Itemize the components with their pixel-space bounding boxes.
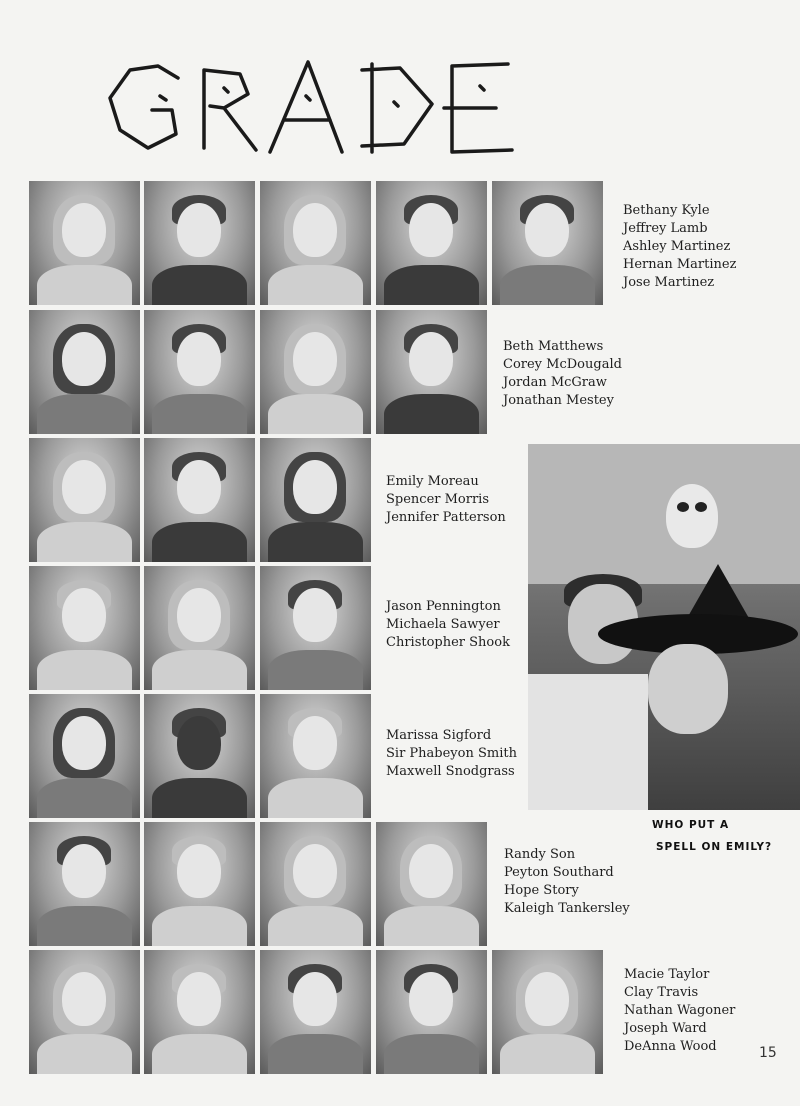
student-name: Nathan Wagoner	[624, 1003, 736, 1018]
student-photo	[144, 822, 255, 946]
student-name: Macie Taylor	[624, 967, 710, 982]
row-1-names	[623, 202, 736, 292]
student-photo	[29, 822, 140, 946]
student-photo	[260, 566, 371, 690]
student-name: Randy Son	[504, 847, 576, 862]
student-photo	[260, 822, 371, 946]
student-photo	[260, 694, 371, 818]
student-name: Jordan McGraw	[503, 375, 607, 390]
page-number: 15	[759, 1045, 777, 1061]
student-name: Beth Matthews	[503, 339, 604, 354]
student-photo	[376, 310, 487, 434]
row-4-names	[386, 598, 510, 652]
student-name: Hernan Martinez	[623, 257, 737, 272]
student-photo	[29, 310, 140, 434]
student-name: Kaleigh Tankersley	[504, 901, 630, 916]
student-name: Maxwell Snodgrass	[386, 764, 515, 779]
student-photo	[144, 181, 255, 305]
caption-line-2: SPELL ON EMILY?	[656, 841, 773, 853]
student-name: Jeffrey Lamb	[623, 221, 708, 236]
student-name: Spencer Morris	[386, 492, 490, 507]
student-photo	[260, 950, 371, 1074]
student-name: Joseph Ward	[624, 1021, 707, 1036]
student-photo	[29, 694, 140, 818]
student-name: Michaela Sawyer	[386, 617, 500, 632]
student-name: Peyton Southard	[504, 865, 614, 880]
row-7-names	[624, 966, 735, 1056]
student-name: Hope Story	[504, 883, 579, 898]
student-photo	[492, 950, 603, 1074]
student-name: Emily Moreau	[386, 474, 479, 489]
student-photo	[260, 438, 371, 562]
caption-line-1: WHO PUT A	[652, 819, 730, 831]
student-photo	[29, 181, 140, 305]
student-photo	[29, 566, 140, 690]
student-name: Jonathan Mestey	[503, 393, 614, 408]
student-photo	[144, 310, 255, 434]
student-photo	[376, 950, 487, 1074]
student-name: Jose Martinez	[623, 275, 715, 290]
row-6-names	[504, 846, 630, 918]
student-photo	[29, 950, 140, 1074]
student-name: Marissa Sigford	[386, 728, 492, 743]
student-name: Ashley Martinez	[623, 239, 731, 254]
student-name: Sir Phabeyon Smith	[386, 746, 517, 761]
student-photo	[144, 694, 255, 818]
student-photo	[376, 822, 487, 946]
student-name: Christopher Shook	[386, 635, 510, 650]
student-photo	[492, 181, 603, 305]
student-photo	[144, 950, 255, 1074]
student-photo	[144, 438, 255, 562]
row-5-names	[386, 727, 517, 781]
student-name: Jennifer Patterson	[386, 510, 506, 525]
grade-title-art	[100, 48, 550, 168]
student-photo	[376, 181, 487, 305]
student-name: Bethany Kyle	[623, 203, 710, 218]
student-photo	[144, 566, 255, 690]
row-3-names	[386, 473, 506, 527]
row-2-names	[503, 338, 622, 410]
candid-photo	[528, 444, 800, 810]
student-name: DeAnna Wood	[624, 1039, 717, 1054]
student-photo	[260, 181, 371, 305]
student-photo	[260, 310, 371, 434]
student-name: Clay Travis	[624, 985, 699, 1000]
candid-caption	[652, 814, 772, 858]
student-name: Corey McDougald	[503, 357, 622, 372]
student-name: Jason Pennington	[386, 599, 501, 614]
student-photo	[29, 438, 140, 562]
